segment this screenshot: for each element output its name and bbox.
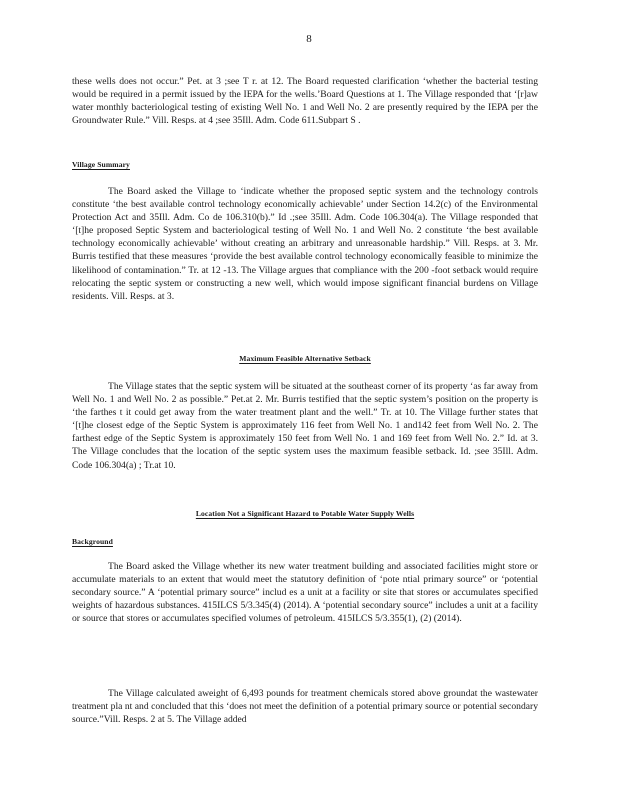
paragraph-well-testing: these wells does not occur.” Pet. at 3 ;see T r. at 12. The Board requested clarification ‘whether the bacterial testing would be required in a permit issued by the IEPA for the wells.’Board Questions at 1. The Village responded that ‘[r]aw water monthly bacteriological testing of existing Well No. 1 and Well No. 2 are presently required by the IEPA per the Groundwater Rule.” Vill. Resps. at 4 ;see 35Ill. Adm. Code 611.Subpart S . [72, 76, 538, 127]
heading-village-summary: Village Summary [72, 160, 130, 169]
heading-background: Background [72, 537, 113, 546]
paragraph-best-available-technology: The Board asked the Village to ‘indicate whether the proposed septic system and the technology controls constitute ‘the best available control technology economically achievable’ under Section 14.2(c) of the Environmental Protection Act and 35Ill. Adm. Co de 106.310(b).” Id .;see 35Ill. Adm. Code 106.304(a). The Village responded that ‘[t]he proposed Septic System and bacteriological testing of Well No. 1 and Well No. 2 constitute ‘the best available technology economically achievable’ without creating an arbitrary and unreasonable hardship.” Vill. Resps. at 3. Mr. Burris testified that these measures ‘provide the best available control technology economically feasible to minimize the likelihood of contamination.” Tr. at 12 -13. The Village argues that compliance with the 200 -foot setback would require relocating the septic system or constructing a new well, which would impose significant financial burdens on Village residents. Vill. Resps. at 3. [72, 186, 538, 302]
paragraph-potential-source: The Board asked the Village whether its new water treatment building and associated facilities might store or accumulate materials to an extent that would meet the statutory definition of ‘pote ntial primary source” or ‘potential secondary source.” A ‘potential primary source” includ es a unit at a facility or site that stores or accumulates specified weights of hazardous substances. 415ILCS 5/3.345(4) (2014). A ‘potential secondary source” includes a unit at a facility or source that stores or accumulates specified volumes of petroleum. 415ILCS 5/3.355(1), (2) (2014). [72, 561, 538, 625]
page-number: 8 [306, 33, 312, 45]
heading-location-not-hazard: Location Not a Significant Hazard to Potable Water Supply Wells [195, 509, 415, 518]
paragraph-chemical-weight: The Village calculated aweight of 6,493 pounds for treatment chemicals stored above groundat the wastewater treatment pla nt and concluded that this ‘does not meet the definition of a potential primary source or potential secondary source.”Vill. Resps. 2 at 5. The Village added [72, 688, 538, 726]
paragraph-septic-location: The Village states that the septic system will be situated at the southeast corner of its property ‘as far away from Well No. 1 and Well No. 2 as possible.” Pet.at 2. Mr. Burris testified that the septic system’s position on the property is ‘the farthes t it could get away from the water treatment plant and the well.” Tr. at 10. The Village further states that ‘[t]he closest edge of the Septic System is approximately 116 feet from Well No. 1 and142 feet from Well No. 2. The farthest edge of the Septic System is approximately 150 feet from Well No. 1 and 169 feet from Well No. 2.” Id. at 3. The Village concludes that the location of the septic system uses the maximum feasible setback. Id. ;see 35Ill. Adm. Code 106.304(a) ; Tr.at 10. [72, 381, 538, 471]
heading-maximum-feasible-setback: Maximum Feasible Alternative Setback [239, 354, 371, 363]
